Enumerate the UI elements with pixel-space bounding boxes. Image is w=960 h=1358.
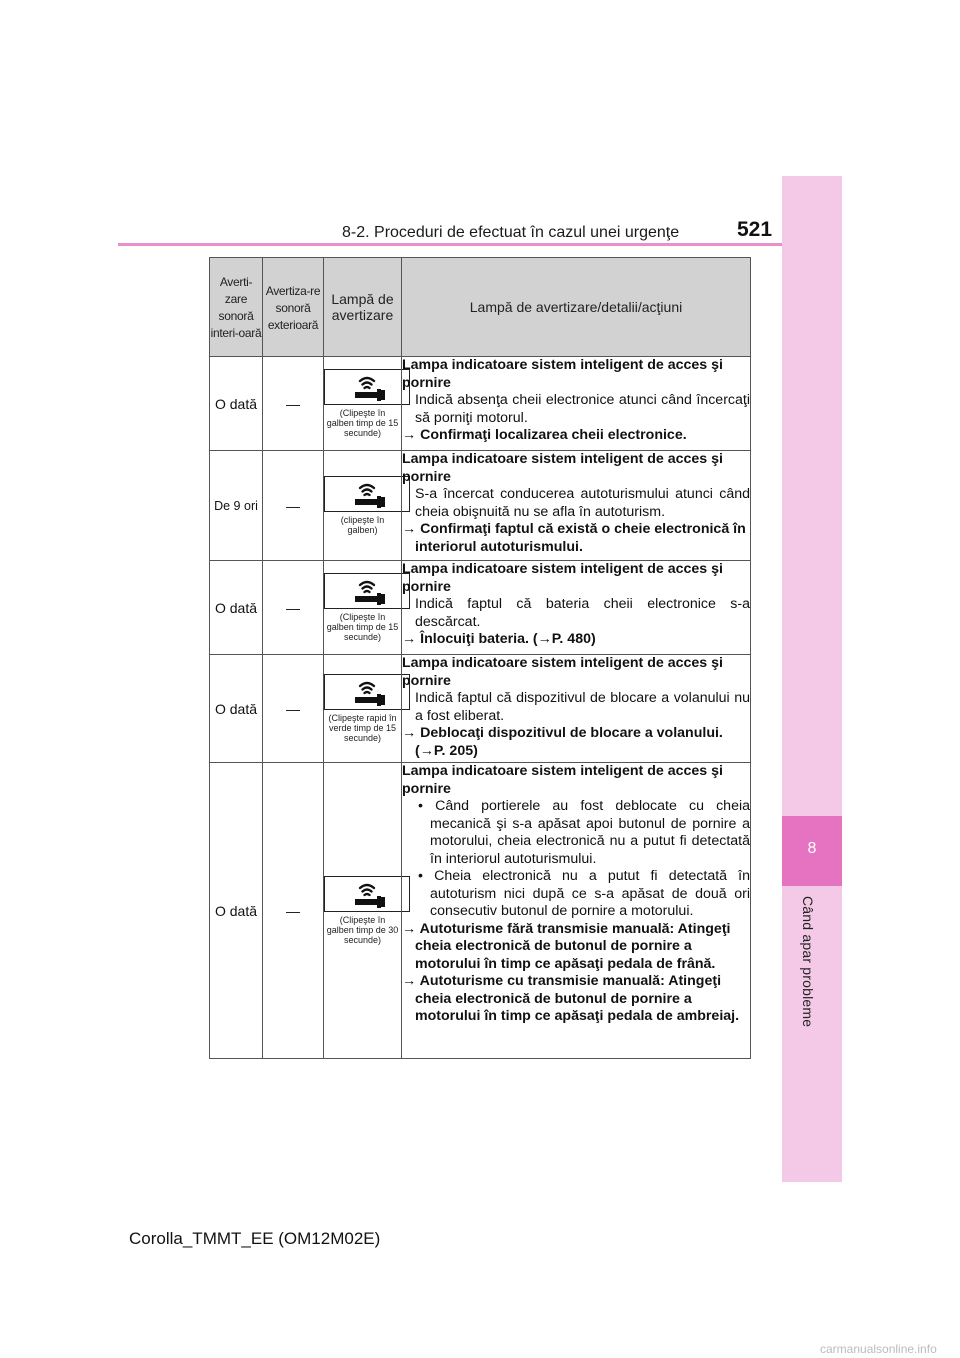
detail-body: Indică faptul că bateria cheii electronice s-a descărcat. (415, 596, 750, 630)
warning-lamp-cell (324, 561, 402, 655)
interior-buzzer-count: De 9 ori (210, 451, 263, 561)
table-row (210, 763, 751, 1059)
interior-buzzer-count: O dată (210, 357, 263, 451)
smart-key-indicator-icon (324, 476, 410, 512)
lamp-caption: (Clipeşte în galben timp de 15 secunde) (326, 408, 399, 438)
header-rule (118, 243, 782, 246)
exterior-buzzer-value: — (263, 655, 324, 763)
detail-title: Lampa indicatoare sistem inteligent de acces şi pornire (402, 561, 723, 595)
table-row (210, 561, 751, 655)
details-cell (402, 655, 751, 763)
lamp-caption: (Clipeşte rapid în verde timp de 15 secunde) (328, 713, 397, 743)
chapter-number: 8 (807, 840, 817, 857)
detail-action: → Înlocuiţi bateria. (→P. 480) (402, 631, 596, 647)
warning-lamp-cell (324, 451, 402, 561)
lamp-caption: (Clipeşte în galben timp de 30 secunde) (326, 915, 399, 945)
interior-buzzer-count: O dată (210, 763, 263, 1059)
warning-lamp-cell (324, 357, 402, 451)
details-cell (402, 357, 751, 451)
smart-key-indicator-icon (324, 369, 410, 405)
detail-action: → Autoturisme fără transmisie manuală: Atingeţi cheia electronică de butonul de pornire a motorului în timp ce apăsaţi pedala de frână. (402, 920, 731, 972)
smart-key-indicator-icon (324, 573, 410, 609)
header-interior-buzzer: Averti-zare sonoră interi-oară (210, 258, 263, 357)
detail-bullet: • Când portierele au fost deblocate cu cheia mecanică şi s-a apăsat apoi butonul de pornire a motorului, cheia electronică nu a putut fi detectată în interiorul autoturismului. (418, 798, 750, 867)
chapter-side-tab[interactable] (782, 176, 842, 1182)
detail-body: S-a încercat conducerea autoturismului atunci când cheia obişnuită nu se afla în autoturism. (415, 486, 750, 520)
lamp-caption: (Clipeşte în galben timp de 15 secunde) (326, 612, 399, 642)
watermark: carmanualsonline.info (820, 1342, 937, 1356)
table-row (210, 357, 751, 451)
detail-body: Indică faptul că dispozitivul de blocare a volanului nu a fost eliberat. (415, 690, 750, 724)
exterior-buzzer-value: — (263, 763, 324, 1059)
exterior-buzzer-value: — (263, 561, 324, 655)
detail-action: → Confirmaţi faptul că există o cheie electronică în interiorul autoturismului. (402, 521, 746, 555)
warning-lamp-cell (324, 763, 402, 1059)
table-header-row (210, 258, 751, 357)
table-row (210, 655, 751, 763)
detail-action: → Deblocaţi dispozitivul de blocare a volanului. (→P. 205) (402, 725, 723, 759)
chapter-label: Când apar probleme (800, 896, 816, 1028)
smart-key-indicator-icon (324, 876, 410, 912)
details-cell (402, 451, 751, 561)
detail-body: Indică absenţa cheii electronice atunci când încercaţi să porniţi motorul. (415, 392, 750, 426)
section-title: 8-2. Proceduri de efectuat în cazul unei urgenţe (342, 224, 680, 241)
header-exterior-buzzer: Avertiza-re sonoră exterioară (263, 258, 324, 357)
detail-action: → Autoturisme cu transmisie manuală: Atingeţi cheia electronică de butonul de pornire a motorului în timp ce apăsaţi pedala de ambreiaj. (402, 973, 740, 1024)
arrow-icon: → (402, 973, 417, 989)
arrow-icon: → (402, 725, 417, 741)
detail-title: Lampa indicatoare sistem inteligent de acces şi pornire (402, 655, 723, 689)
arrow-icon: → (402, 521, 417, 537)
lamp-caption: (clipeşte în galben) (340, 515, 385, 535)
warning-table (209, 257, 751, 1059)
interior-buzzer-count: O dată (210, 561, 263, 655)
interior-buzzer-count: O dată (210, 655, 263, 763)
detail-title: Lampa indicatoare sistem inteligent de acces şi pornire (402, 451, 723, 485)
manual-code: Corolla_TMMT_EE (OM12M02E) (129, 1229, 381, 1248)
detail-action: → Confirmaţi localizarea cheii electronice. (402, 427, 687, 443)
chapter-number-box (782, 816, 842, 886)
exterior-buzzer-value: — (263, 357, 324, 451)
header-warning-lamp: Lampă de avertizare (324, 258, 402, 357)
exterior-buzzer-value: — (263, 451, 324, 561)
arrow-icon: → (402, 427, 417, 443)
detail-title: Lampa indicatoare sistem inteligent de acces şi pornire (402, 357, 723, 391)
header-details: Lampă de avertizare/detalii/acţiuni (402, 258, 751, 357)
arrow-icon: → (402, 631, 417, 647)
details-cell (402, 561, 751, 655)
detail-title: Lampa indicatoare sistem inteligent de acces şi pornire (402, 763, 723, 797)
arrow-icon: → (402, 920, 417, 937)
details-cell (402, 763, 751, 1059)
page-number: 521 (737, 218, 773, 241)
smart-key-indicator-icon (324, 674, 410, 710)
table-row (210, 451, 751, 561)
detail-bullet: • Cheia electronică nu a putut fi detectată în autoturism nici după ce s-a apăsat de două ori consecutiv butonul de pornire a motorului. (418, 868, 750, 919)
warning-lamp-cell (324, 655, 402, 763)
